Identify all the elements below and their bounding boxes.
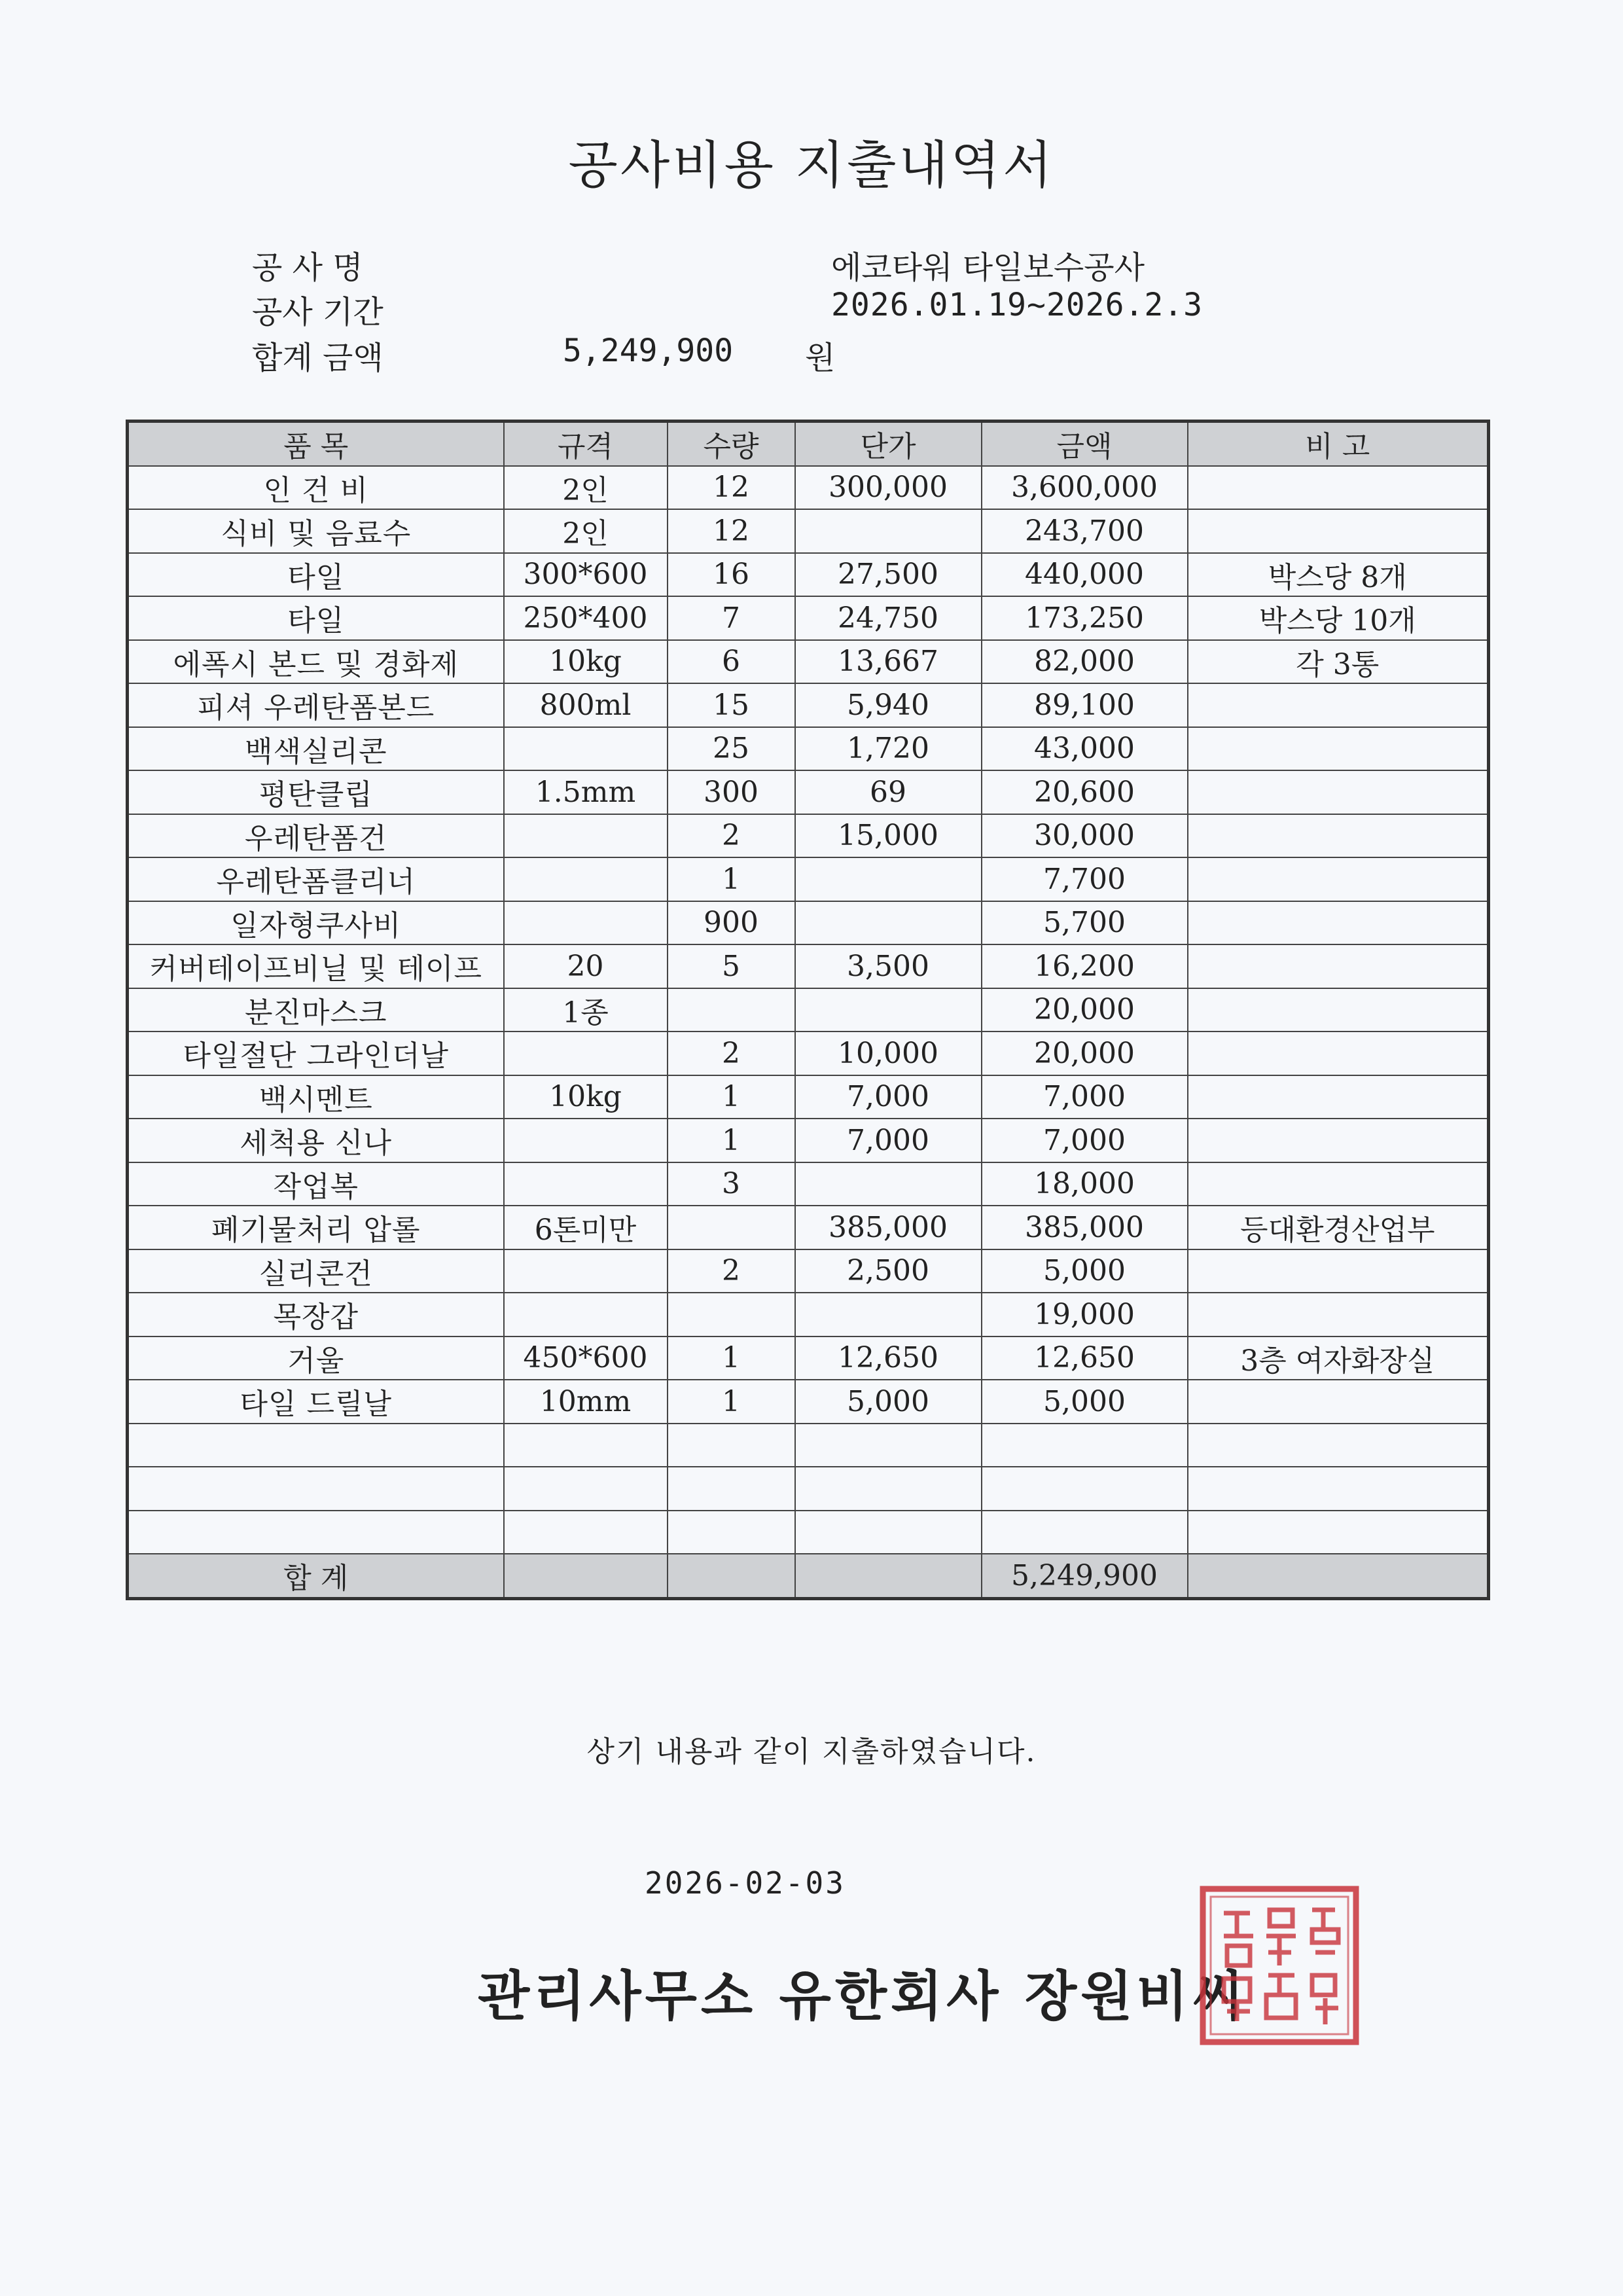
table-cell: 실리콘건 — [128, 1249, 504, 1293]
table-row — [128, 857, 1489, 901]
table-cell: 세척용 신나 — [128, 1119, 504, 1162]
table-cell: 1 — [668, 1075, 795, 1119]
table-cell — [1188, 1162, 1489, 1206]
table-cell: 12 — [668, 466, 795, 510]
table-cell: 타일 — [128, 596, 504, 640]
table-cell: 15,000 — [795, 814, 982, 858]
table-cell — [1188, 1424, 1489, 1467]
table-cell: 5,000 — [982, 1249, 1188, 1293]
table-cell: 1 — [668, 1336, 795, 1380]
total-cell — [795, 1554, 982, 1598]
table-cell: 20 — [504, 944, 668, 988]
table-cell: 7,000 — [795, 1075, 982, 1119]
project-name-label: 공 사 명 — [252, 249, 363, 286]
table-cell: 1종 — [504, 988, 668, 1032]
table-cell — [1188, 1249, 1489, 1293]
table-cell — [504, 727, 668, 771]
table-cell: 우레탄폼건 — [128, 814, 504, 858]
table-cell — [1188, 944, 1489, 988]
company-seal-stamp — [1198, 1884, 1361, 2047]
table-row — [128, 553, 1489, 597]
project-name-value: 에코타워 타일보수공사 — [831, 249, 1145, 286]
table-cell: 6톤미만 — [504, 1206, 668, 1249]
table-cell: 7,000 — [982, 1075, 1188, 1119]
table-cell — [1188, 683, 1489, 727]
table-row — [128, 509, 1489, 553]
table-cell: 10kg — [504, 640, 668, 684]
table-row — [128, 1336, 1489, 1380]
table-cell: 일자형쿠사비 — [128, 901, 504, 945]
table-row — [128, 1424, 1489, 1467]
table-cell — [504, 1467, 668, 1511]
table-cell: 5,940 — [795, 683, 982, 727]
table-cell: 5,000 — [795, 1380, 982, 1424]
table-cell: 300 — [668, 770, 795, 814]
table-cell — [504, 1249, 668, 1293]
table-cell: 3층 여자화장실 — [1188, 1336, 1489, 1380]
table-row — [128, 1249, 1489, 1293]
table-cell: 89,100 — [982, 683, 1188, 727]
table-cell: 2 — [668, 1249, 795, 1293]
table-cell: 25 — [668, 727, 795, 771]
table-cell — [1188, 466, 1489, 510]
table-cell: 300*600 — [504, 553, 668, 597]
table-cell: 16,200 — [982, 944, 1188, 988]
table-cell: 3 — [668, 1162, 795, 1206]
table-cell: 385,000 — [795, 1206, 982, 1249]
table-cell: 2 — [668, 814, 795, 858]
table-cell: 900 — [668, 901, 795, 945]
table-row — [128, 1162, 1489, 1206]
document-title: 공사비용 지출내역서 — [568, 136, 1055, 195]
table-body — [128, 466, 1489, 1599]
column-header: 수량 — [668, 422, 795, 466]
table-cell: 12,650 — [795, 1336, 982, 1380]
total-amount-value: 5,249,900 — [563, 332, 734, 369]
table-cell: 243,700 — [982, 509, 1188, 553]
table-row — [128, 944, 1489, 988]
table-cell — [1188, 901, 1489, 945]
table-row — [128, 466, 1489, 510]
table-cell: 인 건 비 — [128, 466, 504, 510]
table-cell: 20,000 — [982, 988, 1188, 1032]
table-cell — [795, 1162, 982, 1206]
table-cell — [795, 1511, 982, 1554]
table-cell — [1188, 770, 1489, 814]
table-cell — [668, 1293, 795, 1336]
table-cell: 3,600,000 — [982, 466, 1188, 510]
table-cell: 5 — [668, 944, 795, 988]
table-cell: 등대환경산업부 — [1188, 1206, 1489, 1249]
table-cell: 거울 — [128, 1336, 504, 1380]
table-row — [128, 1119, 1489, 1162]
table-cell: 24,750 — [795, 596, 982, 640]
table-cell — [795, 988, 982, 1032]
table-cell — [668, 1206, 795, 1249]
table-cell — [668, 1424, 795, 1467]
table-cell: 1 — [668, 857, 795, 901]
table-cell: 에폭시 본드 및 경화제 — [128, 640, 504, 684]
table-row — [128, 727, 1489, 771]
column-header: 금액 — [982, 422, 1188, 466]
table-cell: 2인 — [504, 466, 668, 510]
table-cell: 16 — [668, 553, 795, 597]
table-cell — [668, 1467, 795, 1511]
table-cell: 385,000 — [982, 1206, 1188, 1249]
total-cell — [668, 1554, 795, 1598]
table-cell: 작업복 — [128, 1162, 504, 1206]
table-cell — [1188, 727, 1489, 771]
table-cell — [668, 1511, 795, 1554]
table-cell: 타일절단 그라인더날 — [128, 1031, 504, 1075]
table-cell — [1188, 814, 1489, 858]
table-cell — [504, 1119, 668, 1162]
table-cell — [128, 1511, 504, 1554]
table-cell: 식비 및 음료수 — [128, 509, 504, 553]
table-cell: 10mm — [504, 1380, 668, 1424]
table-cell: 7,000 — [795, 1119, 982, 1162]
table-cell — [795, 1424, 982, 1467]
table-cell: 커버테이프비닐 및 테이프 — [128, 944, 504, 988]
table-cell: 82,000 — [982, 640, 1188, 684]
table-cell: 백색실리콘 — [128, 727, 504, 771]
table-cell: 우레탄폼클리너 — [128, 857, 504, 901]
table-cell — [1188, 509, 1489, 553]
table-cell: 10kg — [504, 1075, 668, 1119]
table-cell — [668, 988, 795, 1032]
table-cell: 250*400 — [504, 596, 668, 640]
table-row — [128, 1467, 1489, 1511]
table-cell — [1188, 988, 1489, 1032]
table-cell — [982, 1424, 1188, 1467]
total-cell — [1188, 1554, 1489, 1598]
column-header: 단가 — [795, 422, 982, 466]
table-row — [128, 640, 1489, 684]
table-cell: 각 3통 — [1188, 640, 1489, 684]
table-cell: 27,500 — [795, 553, 982, 597]
table-cell: 450*600 — [504, 1336, 668, 1380]
table-cell — [795, 1293, 982, 1336]
total-amount-unit: 원 — [805, 340, 836, 376]
table-row — [128, 814, 1489, 858]
table-cell — [504, 1424, 668, 1467]
table-cell: 2인 — [504, 509, 668, 553]
table-cell: 12,650 — [982, 1336, 1188, 1380]
table-cell: 1.5mm — [504, 770, 668, 814]
table-cell — [1188, 1031, 1489, 1075]
column-header: 품 목 — [128, 422, 504, 466]
table-cell: 20,000 — [982, 1031, 1188, 1075]
table-cell — [982, 1467, 1188, 1511]
table-row — [128, 1075, 1489, 1119]
table-row — [128, 770, 1489, 814]
table-cell: 440,000 — [982, 553, 1188, 597]
table-cell: 300,000 — [795, 466, 982, 510]
table-cell: 목장갑 — [128, 1293, 504, 1336]
table-cell — [795, 509, 982, 553]
table-cell: 3,500 — [795, 944, 982, 988]
table-cell: 5,700 — [982, 901, 1188, 945]
table-cell: 173,250 — [982, 596, 1188, 640]
table-row — [128, 596, 1489, 640]
table-cell: 18,000 — [982, 1162, 1188, 1206]
table-cell: 분진마스크 — [128, 988, 504, 1032]
table-cell — [795, 857, 982, 901]
table-cell: 20,600 — [982, 770, 1188, 814]
table-cell: 폐기물처리 압롤 — [128, 1206, 504, 1249]
table-cell: 7,700 — [982, 857, 1188, 901]
table-cell — [1188, 1380, 1489, 1424]
table-cell — [982, 1511, 1188, 1554]
table-cell: 30,000 — [982, 814, 1188, 858]
table-cell: 12 — [668, 509, 795, 553]
table-cell — [795, 901, 982, 945]
table-cell: 2 — [668, 1031, 795, 1075]
table-cell: 1 — [668, 1380, 795, 1424]
table-cell — [504, 857, 668, 901]
table-row — [128, 1511, 1489, 1554]
table-cell — [504, 901, 668, 945]
table-cell: 5,000 — [982, 1380, 1188, 1424]
table-cell: 10,000 — [795, 1031, 982, 1075]
total-amount-label: 합계 금액 — [252, 340, 383, 376]
table-cell: 19,000 — [982, 1293, 1188, 1336]
table-row — [128, 901, 1489, 945]
table-cell: 43,000 — [982, 727, 1188, 771]
issuer-name: 관리사무소 유한회사 장원비씨 — [478, 1965, 1248, 2028]
total-cell — [504, 1554, 668, 1598]
total-cell: 5,249,900 — [982, 1554, 1188, 1598]
table-cell — [504, 1511, 668, 1554]
table-cell: 6 — [668, 640, 795, 684]
table-cell: 피셔 우레탄폼본드 — [128, 683, 504, 727]
table-cell: 타일 — [128, 553, 504, 597]
table-cell: 7 — [668, 596, 795, 640]
expense-table — [126, 420, 1490, 1600]
table-cell — [1188, 1075, 1489, 1119]
table-cell: 7,000 — [982, 1119, 1188, 1162]
table-cell: 800ml — [504, 683, 668, 727]
table-cell — [1188, 857, 1489, 901]
table-cell: 1,720 — [795, 727, 982, 771]
column-header: 규격 — [504, 422, 668, 466]
table-cell — [1188, 1467, 1489, 1511]
table-cell: 박스당 8개 — [1188, 553, 1489, 597]
table-cell — [1188, 1293, 1489, 1336]
table-cell: 69 — [795, 770, 982, 814]
table-cell — [128, 1424, 504, 1467]
table-cell: 박스당 10개 — [1188, 596, 1489, 640]
table-cell — [504, 1293, 668, 1336]
column-header: 비 고 — [1188, 422, 1489, 466]
total-cell: 합 계 — [128, 1554, 504, 1598]
period-label: 공사 기간 — [252, 294, 383, 331]
table-row — [128, 1031, 1489, 1075]
table-cell: 백시멘트 — [128, 1075, 504, 1119]
table-cell: 13,667 — [795, 640, 982, 684]
table-cell — [1188, 1511, 1489, 1554]
table-row — [128, 1206, 1489, 1249]
table-row — [128, 1293, 1489, 1336]
table-cell: 1 — [668, 1119, 795, 1162]
total-row — [128, 1554, 1489, 1598]
table-cell — [1188, 1119, 1489, 1162]
table-cell — [504, 814, 668, 858]
table-cell: 15 — [668, 683, 795, 727]
table-cell — [504, 1162, 668, 1206]
table-row — [128, 1380, 1489, 1424]
table-cell — [128, 1467, 504, 1511]
table-cell: 타일 드릴날 — [128, 1380, 504, 1424]
issue-date: 2026-02-03 — [645, 1865, 846, 1901]
table-row — [128, 683, 1489, 727]
statement-text: 상기 내용과 같이 지출하였습니다. — [586, 1735, 1037, 1768]
table-cell — [795, 1467, 982, 1511]
table-cell: 평탄클립 — [128, 770, 504, 814]
table-row — [128, 988, 1489, 1032]
table-header-row — [128, 422, 1489, 466]
table-cell: 2,500 — [795, 1249, 982, 1293]
table-cell — [504, 1031, 668, 1075]
period-value: 2026.01.19~2026.2.3 — [831, 287, 1204, 323]
